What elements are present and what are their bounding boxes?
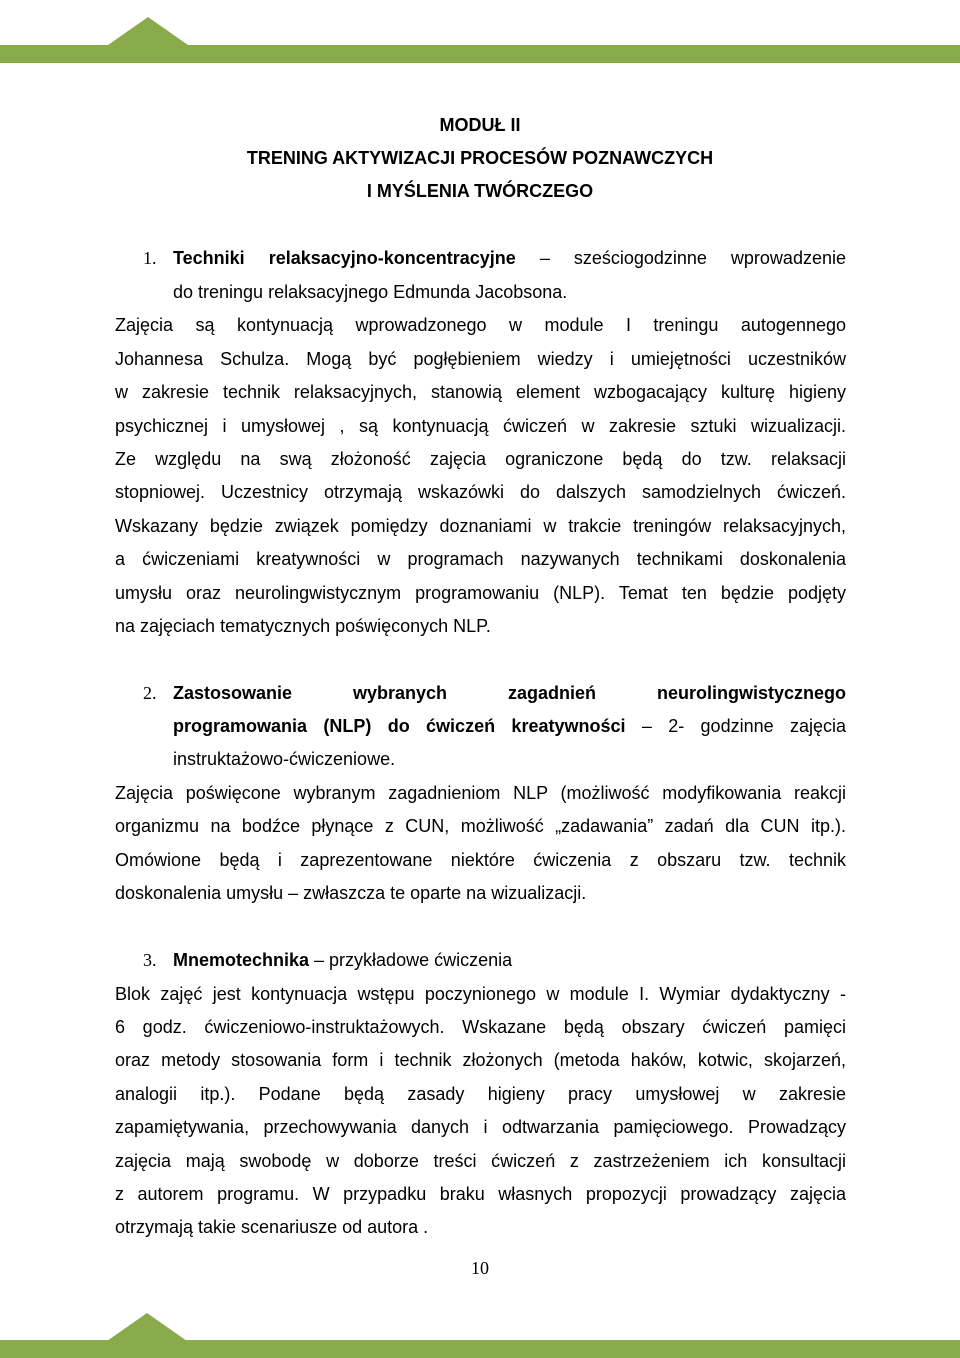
section1-number: 1. bbox=[143, 248, 157, 268]
page-number: 10 bbox=[471, 1258, 489, 1278]
section3-heading-rest: – przykładowe ćwiczenia bbox=[309, 950, 513, 970]
section2-body-line: organizmu na bodźce płynące z CUN, możliwość „zadawania” zadań dla CUN itp.). bbox=[115, 816, 846, 836]
section2-heading-line1: Zastosowanie wybranych zagadnień neurolingwistycznego bbox=[173, 683, 846, 703]
section1-body-line: Zajęcia są kontynuacją wprowadzonego w module I treningu autogennego bbox=[115, 315, 846, 335]
section2-heading-bold: programowania (NLP) do ćwiczeń kreatywności bbox=[173, 716, 626, 736]
section1-body-line: psychicznej i umysłowej , są kontynuacją ćwiczeń w zakresie sztuki wizualizacji. bbox=[115, 416, 846, 436]
section1-body-line: Ze względu na swą złożoność zajęcia ograniczone będą do tzw. relaksacji bbox=[115, 449, 846, 469]
header-bar bbox=[0, 45, 960, 63]
section2-body-line: Zajęcia poświęcone wybranym zagadnieniom NLP (możliwość modyfikowania reakcji bbox=[115, 783, 846, 803]
section1-body-line: Johannesa Schulza. Mogą być pogłębieniem wiedzy i umiejętności uczestników bbox=[115, 349, 846, 369]
section3-heading-bold: Mnemotechnika bbox=[173, 950, 310, 970]
section3-number: 3. bbox=[143, 950, 157, 970]
header-triangle-ornament bbox=[108, 17, 188, 45]
module-title: MODUŁ II bbox=[439, 115, 521, 135]
section2-body-line: Omówione będą i zaprezentowane niektóre ćwiczenia z obszaru tzw. technik bbox=[115, 850, 846, 870]
section3-body-line: zapamiętywania, przechowywania danych i odtwarzania pamięciowego. Prowadzący bbox=[115, 1117, 846, 1137]
section2-heading-line3: instruktażowo-ćwiczeniowe. bbox=[173, 749, 396, 769]
section3-body-line: oraz metody stosowania form i technik złożonych (metoda haków, kotwic, skojarzeń, bbox=[115, 1050, 846, 1070]
section1-body-line: umysłu oraz neurolingwistycznym programowaniu (NLP). Temat ten będzie podjęty bbox=[115, 583, 846, 603]
section3-body-line: zajęcia mają swobodę w doborze treści ćwiczeń z zastrzeżeniem ich konsultacji bbox=[115, 1151, 846, 1171]
footer-triangle-ornament bbox=[107, 1313, 187, 1341]
section1-heading-cont: do treningu relaksacyjnego Edmunda Jacobsona. bbox=[173, 282, 568, 302]
section1-heading-bold: Techniki relaksacyjno-koncentracyjne bbox=[173, 248, 516, 268]
section1-body-line: na zajęciach tematycznych poświęconych NLP. bbox=[115, 616, 491, 636]
section3-body-line: 6 godz. ćwiczeniowo-instruktażowych. Wskazane będą obszary ćwiczeń pamięci bbox=[115, 1017, 846, 1037]
section2-number: 2. bbox=[143, 683, 157, 703]
section2-heading-line2 bbox=[173, 710, 846, 743]
section1-body-line: w zakresie technik relaksacyjnych, stanowią element wzbogacający kulturę higieny bbox=[115, 382, 846, 402]
module-subtitle-line1: TRENING AKTYWIZACJI PROCESÓW POZNAWCZYCH bbox=[246, 148, 714, 168]
section1-body-line: stopniowej. Uczestnicy otrzymają wskazówki do dalszych samodzielnych ćwiczeń. bbox=[115, 482, 846, 502]
section3-body-line: Blok zajęć jest kontynuacja wstępu poczynionego w module I. Wymiar dydaktyczny - bbox=[115, 984, 846, 1004]
footer-bar bbox=[0, 1340, 960, 1358]
section3-body-line: otrzymają takie scenariusze od autora . bbox=[115, 1217, 429, 1237]
module-subtitle-line2: I MYŚLENIA TWÓRCZEGO bbox=[366, 181, 594, 201]
section1-body-line: Wskazany będzie związek pomiędzy doznaniami w trakcie treningów relaksacyjnych, bbox=[115, 516, 846, 536]
section2-body-line: doskonalenia umysłu – zwłaszcza te oparte na wizualizacji. bbox=[115, 883, 587, 903]
section1-body-line: a ćwiczeniami kreatywności w programach nazywanych technikami doskonalenia bbox=[115, 549, 846, 569]
section1-heading bbox=[173, 242, 846, 275]
section3-body-line: z autorem programu. W przypadku braku własnych propozycji prowadzący zajęcia bbox=[115, 1184, 846, 1204]
section2-heading-rest: – 2- godzinne zajęcia bbox=[625, 716, 846, 736]
section3-body-line: analogii itp.). Podane będą zasady higieny pracy umysłowej w zakresie bbox=[115, 1084, 846, 1104]
section1-heading-rest: – sześciogodzinne wprowadzenie bbox=[515, 248, 846, 268]
section3-heading bbox=[173, 944, 846, 977]
